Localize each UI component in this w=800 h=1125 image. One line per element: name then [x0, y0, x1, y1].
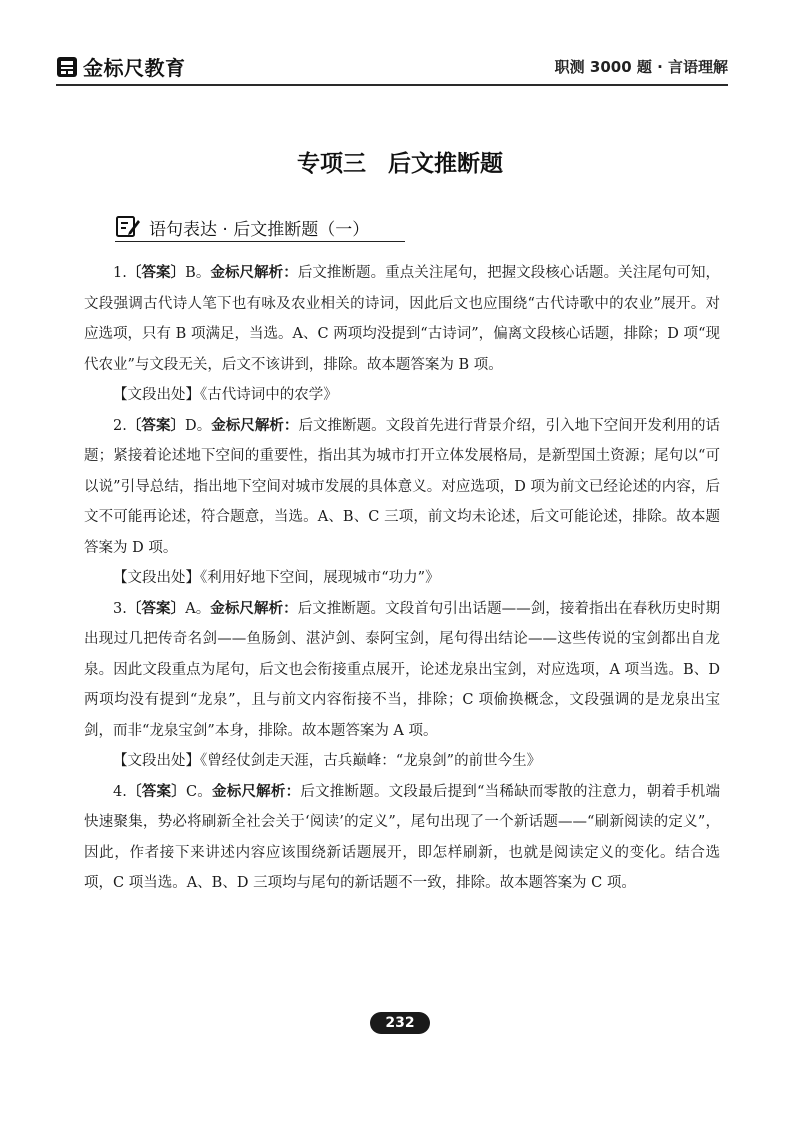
source-title: 《利用好地下空间，展现城市“功力”》 [200, 570, 440, 586]
analysis-label: 金标尺解析： [210, 600, 298, 617]
ruler-logo-icon [56, 56, 78, 78]
page-title: 专项三 后文推断题 [296, 151, 503, 177]
analysis-text: 后文推断题。文段最后提到“当稀缺而零散的注意力，朝着手机端快速聚集，势必将刷新全社会关于‘阅读’的定义”，尾句出现了一个新话题——“刷新阅读的定义”，因此，作者接下来讲述内容应该围绕新话题展开，即怎样刷新，也就是阅读定义的变化。结合选项，C 项当选。A、B、D 三项均与尾句的新话题不一致，排除。故本题答案为 C 项。 [84, 783, 721, 891]
answer-value: B。 [185, 265, 211, 281]
answer-value: D。 [185, 417, 212, 434]
analysis-text: 后文推断题。重点关注尾句，把握文段核心话题。关注尾句可知，文段强调古代诗人笔下也有咏及农业相关的诗词，因此后文也应围绕“古代诗歌中的农业”展开。对应选项，只有 B 项满足，当选。A、C 两项均没提到“古诗词”，偏离文段核心话题，排除；D 项“现代农业”与文段无关，后文不该讲到，排除。故本题答案为 B 项。 [84, 265, 721, 373]
source-title: 《古代诗词中的农学》 [200, 387, 338, 403]
analysis-text: 后文推断题。文段首先进行背景介绍，引入地下空间开发利用的话题；紧接着论述地下空间的重要性，指出其为城市打开立体发展格局，是新型国土资源；尾句以“可以说”引导总结，指出地下空间对城市发展的具体意义。对应选项，D 项为前文已经论述的内容，后文不可能再论述，符合题意，当选。A、B、C 三项，前文均未论述，后文可能论述，排除。故本题答案为 D 项。 [84, 417, 721, 556]
analysis-label: 金标尺解析： [210, 265, 298, 281]
item-number: 4. [113, 783, 127, 800]
analysis-text: 后文推断题。文段首句引出话题——剑，接着指出在春秋历史时期出现过几把传奇名剑——鱼肠剑、湛泸剑、泰阿宝剑，尾句得出结论——这些传说的宝剑都出自龙泉。因此文段重点为尾句，后文也会衔接重点展开，论述龙泉出宝剑，对应选项，A 项当选。B、D 两项均没有提到“龙泉”，且与前文内容衔接不当，排除；C 项偷换概念，文段强调的是龙泉出宝剑，而非“龙泉宝剑”本身，排除。故本题答案为 A 项。 [84, 600, 721, 739]
item-number: 1. [113, 265, 127, 281]
answer-label: 〔答案〕 [126, 417, 186, 434]
source-title: 《曾经仗剑走天涯，古兵巅峰：“龙泉剑”的前世今生》 [200, 753, 542, 769]
answer-value: A。 [185, 600, 211, 617]
answer-label: 〔答案〕 [126, 783, 186, 800]
answer-value: C。 [185, 783, 213, 800]
section-underline [115, 241, 405, 242]
source-line-2 [84, 563, 720, 594]
answer-item-1 [84, 258, 720, 380]
answer-item-2 [84, 411, 720, 564]
source-line-3 [84, 746, 720, 777]
brand-logo [56, 52, 186, 81]
section-heading [115, 212, 405, 244]
brand-name: 金标尺教育 [83, 56, 186, 80]
source-label: 【文段出处】 [113, 387, 200, 403]
book-title: 职测 3000 题 · 言语理解 [554, 58, 728, 76]
source-label: 【文段出处】 [113, 570, 200, 586]
answer-item-4 [84, 777, 720, 899]
answer-label: 〔答案〕 [126, 265, 186, 281]
page-header [56, 46, 728, 86]
source-label: 【文段出处】 [113, 753, 200, 769]
analysis-label: 金标尺解析： [211, 417, 299, 434]
page-number: 232 [370, 1012, 430, 1034]
note-edit-icon [115, 214, 141, 238]
item-number: 3. [113, 600, 127, 617]
answer-label: 〔答案〕 [126, 600, 186, 617]
answer-body [84, 258, 720, 899]
source-line-1 [84, 380, 720, 411]
analysis-label: 金标尺解析： [212, 783, 301, 800]
item-number: 2. [113, 417, 127, 434]
header-divider [56, 84, 728, 86]
answer-item-3 [84, 594, 720, 747]
section-label: 语句表达 · 后文推断题（一） [149, 220, 370, 240]
